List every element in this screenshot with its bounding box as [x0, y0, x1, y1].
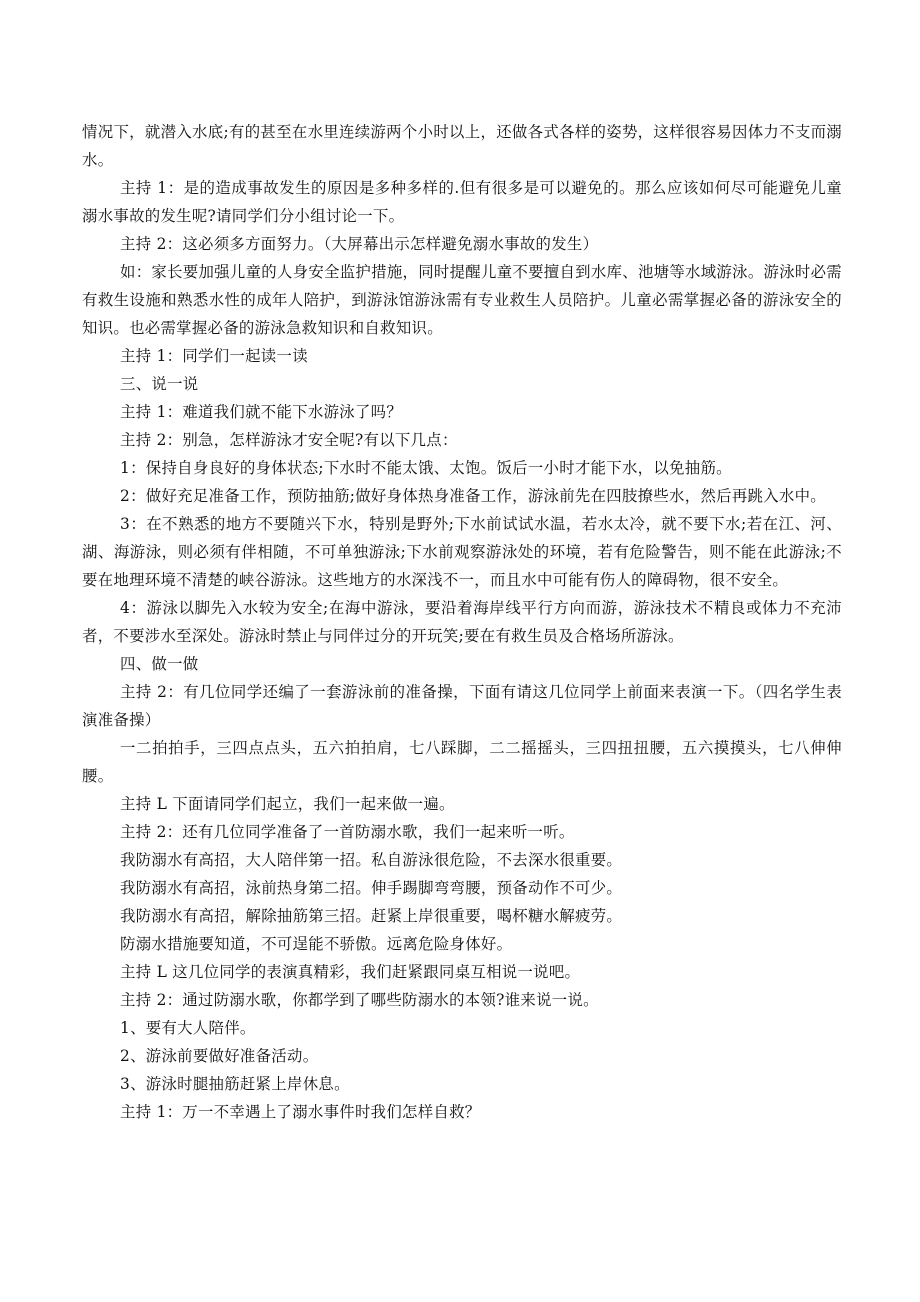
paragraph-2: 主持 1：是的造成事故发生的原因是多种多样的.但有很多是可以避免的。那么应该如何尽可能避免儿童溺水事故的发生呢?请同学们分小组讨论一下。: [82, 179, 842, 225]
paragraph-1: 情况下，就潜入水底;有的甚至在水里连续游两个小时以上，还做各式各样的姿势，这样很容易因体力不支而溺水。: [82, 123, 842, 169]
paragraph-8: 主持 2：别急，怎样游泳才安全呢?有以下几点：: [120, 431, 458, 449]
paragraph-12: 4：游泳以脚先入水较为安全;在海中游泳，要沿着海岸线平行方向而游，游泳技术不精良或体力不充沛者，不要涉水至深处。游泳时禁止与同伴过分的开玩笑;要在有救生员及合格场所游泳。: [82, 599, 842, 645]
list-item-1: 1、要有大人陪伴。: [120, 1019, 256, 1037]
section-heading-4: 四、做一做: [120, 655, 199, 673]
paragraph-15: 一二拍拍手，三四点点头，五六拍拍肩，七八踩脚，二二摇摇头，三四扭扭腰，五六摸摸头，七八伸伸腰。: [82, 739, 842, 785]
paragraph-7: 主持 1：难道我们就不能下水游泳了吗？: [120, 403, 403, 421]
song-line-2: 我防溺水有高招，泳前热身第二招。伸手踢脚弯弯腰，预备动作不可少。: [120, 879, 623, 897]
paragraph-23: 主持 2：通过防溺水歌，你都学到了哪些防溺水的本领?谁来说一说。: [120, 991, 599, 1009]
paragraph-11: 3：在不熟悉的地方不要随兴下水，特别是野外;下水前试试水温，若水太冷，就不要下水;若在江、河、湖、海游泳，则必须有伴相随，不可单独游泳;下水前观察游泳处的环境，若有危险警告，则不能在此游泳;不要在地理环境不清楚的峡谷游泳。这些地方的水深浅不一，而且水中可能有伤人的障碍物，很不安全。: [82, 515, 842, 589]
section-heading-3: 三、说一说: [120, 375, 199, 393]
paragraph-10: 2：做好充足准备工作，预防抽筋;做好身体热身准备工作，游泳前先在四肢撩些水，然后再跳入水中。: [120, 487, 826, 505]
paragraph-17: 主持 2：还有几位同学准备了一首防溺水歌，我们一起来听一听。: [120, 823, 575, 841]
song-line-4: 防溺水措施要知道，不可逞能不骄傲。远离危险身体好。: [120, 935, 513, 953]
paragraph-9: 1：保持自身良好的身体状态;下水时不能太饿、太饱。饭后一小时才能下水，以免抽筋。: [120, 459, 732, 477]
song-line-1: 我防溺水有高招，大人陪伴第一招。私自游泳很危险，不去深水很重要。: [120, 851, 623, 869]
paragraph-22: 主持 L 这几位同学的表演真精彩，我们赶紧跟同桌互相说一说吧。: [120, 963, 581, 981]
song-line-3: 我防溺水有高招，解除抽筋第三招。赶紧上岸很重要，喝杯糖水解疲劳。: [120, 907, 623, 925]
list-item-3: 3、游泳时腿抽筋赶紧上岸休息。: [120, 1075, 350, 1093]
list-item-2: 2、游泳前要做好准备活动。: [120, 1047, 319, 1065]
paragraph-16: 主持 L 下面请同学们起立，我们一起来做一遍。: [120, 795, 455, 813]
paragraph-4: 如：家长要加强儿童的人身安全监护措施，同时提醒儿童不要擅自到水库、池塘等水域游泳。游泳时必需有救生设施和熟悉水性的成年人陪护，到游泳馆游泳需有专业救生人员陪护。儿童必需掌握必备的游泳安全的知识。也必需掌握必备的游泳急救知识和自救知识。: [82, 263, 842, 337]
paragraph-3: 主持 2：这必须多方面努力。（大屏幕出示怎样避免溺水事故的发生）: [120, 235, 599, 253]
paragraph-27: 主持 1：万一不幸遇上了溺水事件时我们怎样自救？: [120, 1103, 481, 1121]
paragraph-5: 主持 1：同学们一起读一读: [120, 347, 308, 365]
document-page: [82, 118, 842, 1126]
paragraph-14: 主持 2：有几位同学还编了一套游泳前的准备操，下面有请这几位同学上前面来表演一下。（四名学生表演准备操）: [82, 683, 842, 729]
